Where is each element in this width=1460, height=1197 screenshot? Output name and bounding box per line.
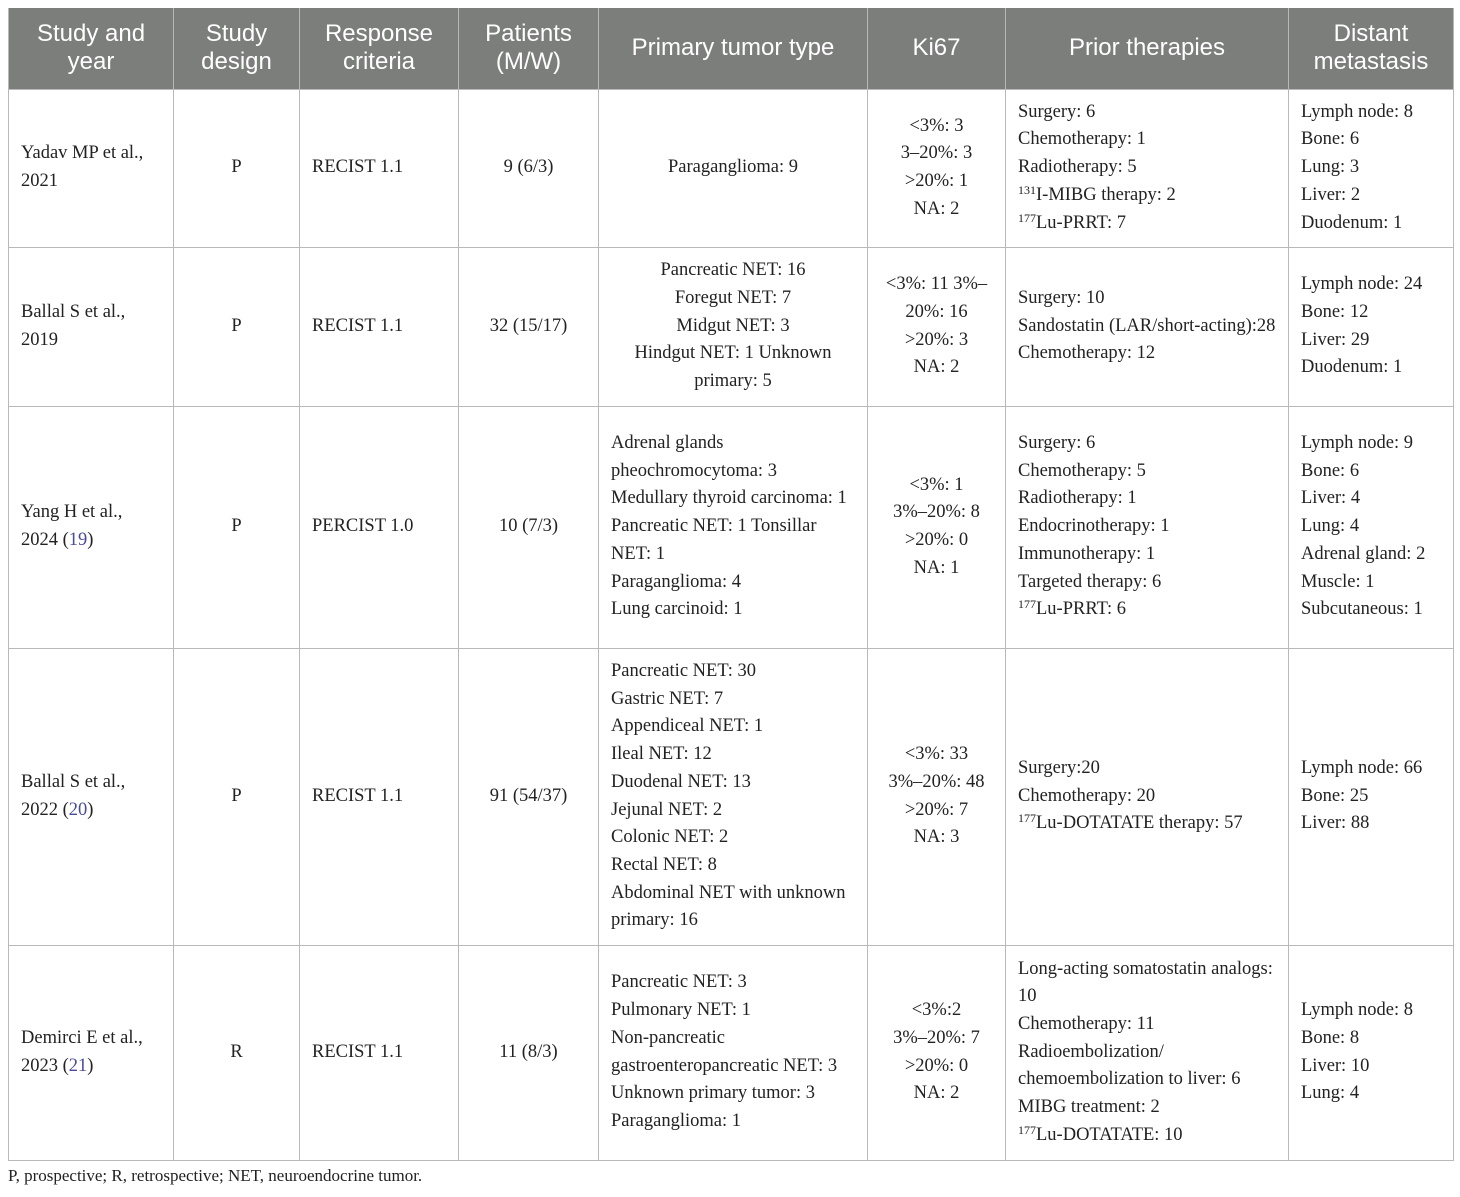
- patients-cell: 10 (7/3): [459, 406, 599, 648]
- metastasis-entry: Lung: 4: [1301, 516, 1360, 537]
- metastasis-entry: Lung: 3: [1301, 157, 1360, 178]
- metastasis-entry: Lymph node: 24: [1301, 274, 1423, 295]
- therapies-cell: [1006, 89, 1289, 247]
- metastasis-cell: [1289, 648, 1454, 945]
- metastasis-entry: Lymph node: 8: [1301, 101, 1414, 122]
- header-metastasis: Distant metastasis: [1289, 8, 1454, 89]
- therapy-entry: [1018, 596, 1276, 624]
- metastasis-entry: Duodenum: 1: [1301, 357, 1403, 378]
- patients-cell: 32 (15/17): [459, 247, 599, 406]
- therapy-text: Chemotherapy: 20: [1018, 785, 1156, 806]
- therapy-entry: [1018, 430, 1276, 458]
- tumor-entry: Pancreatic NET: 16: [660, 260, 806, 281]
- tumor-entry: Lung carcinoid: 1: [611, 599, 743, 620]
- study-name: Ballal S et al., 2019: [21, 301, 126, 350]
- ki67-cell: [868, 648, 1006, 945]
- patients-cell: 91 (54/37): [459, 648, 599, 945]
- therapy-entry: [1018, 285, 1276, 313]
- tumor-cell: [599, 945, 868, 1160]
- study-name: Demirci E et al., 2023: [21, 1027, 143, 1076]
- therapy-entry: [1018, 755, 1276, 783]
- header-ki67: Ki67: [868, 8, 1006, 89]
- isotope-superscript: 177: [1018, 597, 1036, 612]
- isotope-superscript: 131: [1018, 182, 1036, 197]
- therapy-text: Surgery: 6: [1018, 433, 1096, 454]
- ki67-entry: >20%: 1: [904, 171, 969, 191]
- therapy-text: Long-acting somatostatin analogs: 10: [1018, 958, 1273, 1007]
- tumor-entry: Foregut NET: 7: [674, 287, 792, 308]
- metastasis-entry: Lymph node: 66: [1301, 757, 1423, 778]
- therapies-cell: [1006, 247, 1289, 406]
- header-patients: Patients (M/W): [459, 8, 599, 89]
- therapy-text: I-MIBG therapy: 2: [1036, 184, 1176, 205]
- metastasis-entry: Liver: 10: [1301, 1055, 1370, 1076]
- metastasis-entry: Adrenal gland: 2: [1301, 543, 1426, 564]
- study-cell: [9, 89, 174, 247]
- isotope-superscript: 177: [1018, 1122, 1036, 1137]
- header-row: [9, 8, 1454, 89]
- criteria-cell: RECIST 1.1: [300, 648, 459, 945]
- therapy-entry: [1018, 956, 1276, 1011]
- metastasis-entry: Liver: 29: [1301, 329, 1370, 350]
- metastasis-entry: Duodenum: 1: [1301, 212, 1403, 233]
- header-tumor: Primary tumor type: [599, 8, 868, 89]
- tumor-entry: Pulmonary NET: 1: [611, 1000, 751, 1021]
- table-row: [9, 406, 1454, 648]
- therapy-entry: [1018, 99, 1276, 127]
- design-cell: P: [174, 648, 300, 945]
- tumor-entry: Paraganglioma: 9: [668, 157, 798, 178]
- therapy-text: Immunotherapy: 1: [1018, 543, 1156, 564]
- design-cell: P: [174, 247, 300, 406]
- metastasis-cell: [1289, 945, 1454, 1160]
- therapy-text: MIBG treatment: 2: [1018, 1097, 1160, 1118]
- therapy-text: Chemotherapy: 12: [1018, 343, 1156, 364]
- ki67-entry: 3–20%: 3: [900, 143, 973, 164]
- table-container: [8, 8, 1453, 1161]
- metastasis-cell: [1289, 89, 1454, 247]
- therapy-text: Surgery: 10: [1018, 287, 1105, 308]
- metastasis-entry: Muscle: 1: [1301, 571, 1375, 592]
- therapy-entry: [1018, 182, 1276, 210]
- tumor-entry: Duodenal NET: 13: [611, 771, 751, 792]
- ki67-entry: >20%: 0: [904, 1055, 969, 1076]
- therapy-entry: [1018, 458, 1276, 486]
- study-cell: Yang H et al., 2024 (19): [9, 406, 174, 648]
- metastasis-entry: Liver: 2: [1301, 184, 1361, 205]
- design-cell: R: [174, 945, 300, 1160]
- therapy-text: Chemotherapy: 5: [1018, 460, 1146, 481]
- therapy-text: Chemotherapy: 1: [1018, 129, 1146, 150]
- therapy-entry: [1018, 1039, 1276, 1094]
- therapy-entry: [1018, 569, 1276, 597]
- therapy-text: Lu-DOTATATE therapy: 57: [1036, 813, 1243, 834]
- header-criteria: Response criteria: [300, 8, 459, 89]
- criteria-cell: RECIST 1.1: [300, 89, 459, 247]
- table-footnote: P, prospective; R, retrospective; NET, neuroendocrine tumor.: [8, 1166, 423, 1185]
- ki67-cell: [868, 945, 1006, 1160]
- patients-cell: 11 (8/3): [459, 945, 599, 1160]
- metastasis-entry: Bone: 25: [1301, 785, 1369, 806]
- metastasis-entry: Bone: 6: [1301, 129, 1360, 150]
- criteria-cell: PERCIST 1.0: [300, 406, 459, 648]
- therapy-entry: [1018, 1094, 1276, 1122]
- therapy-entry: [1018, 313, 1276, 341]
- metastasis-entry: Bone: 6: [1301, 460, 1360, 481]
- ki67-entry: <3%: 1: [909, 474, 964, 495]
- design-cell: P: [174, 89, 300, 247]
- therapy-text: Lu-DOTATATE: 10: [1036, 1124, 1183, 1145]
- therapy-text: Lu-PRRT: 6: [1036, 599, 1126, 620]
- reference-link[interactable]: 20: [68, 799, 88, 820]
- ki67-cell: [868, 247, 1006, 406]
- metastasis-entry: Bone: 12: [1301, 301, 1369, 322]
- study-cell: Ballal S et al., 2022 (20): [9, 648, 174, 945]
- therapy-entry: [1018, 485, 1276, 513]
- metastasis-entry: Liver: 4: [1301, 488, 1361, 509]
- tumor-entry: Medullary thyroid carcinoma: 1: [611, 488, 847, 509]
- therapy-text: Radiotherapy: 5: [1018, 157, 1137, 178]
- ki67-cell: [868, 406, 1006, 648]
- tumor-cell: [599, 247, 868, 406]
- tumor-entry: Non-pancreatic gastroenteropancreatic NET: 3: [611, 1027, 838, 1076]
- tumor-entry: Ileal NET: 12: [611, 744, 712, 765]
- tumor-entry: Colonic NET: 2: [611, 827, 729, 848]
- therapy-text: Surgery:20: [1018, 757, 1100, 778]
- study-name: Yang H et al., 2024: [21, 502, 123, 550]
- ki67-entry: NA: 3: [913, 827, 960, 848]
- table-row: [9, 247, 1454, 406]
- ki67-entry: <3%: 3: [909, 115, 964, 136]
- studies-table: [8, 8, 1454, 1161]
- tumor-entry: Paraganglioma: 1: [611, 1110, 741, 1131]
- tumor-entry: Midgut NET: 3: [676, 315, 790, 336]
- ki67-entry: >20%: 0: [904, 530, 969, 550]
- therapy-entry: [1018, 810, 1276, 838]
- tumor-cell: [599, 89, 868, 247]
- tumor-entry: Abdominal NET with unknown primary: 16: [611, 882, 846, 931]
- tumor-entry: Rectal NET: 8: [611, 854, 717, 875]
- study-cell: [9, 247, 174, 406]
- ki67-entry: >20%: 7: [904, 799, 969, 820]
- ki67-entry: NA: 2: [913, 1083, 960, 1104]
- study-name: Ballal S et al., 2022: [21, 771, 126, 820]
- header-design: Study design: [174, 8, 300, 89]
- therapy-text: Chemotherapy: 11: [1018, 1013, 1155, 1034]
- tumor-entry: Appendiceal NET: 1: [611, 716, 764, 737]
- therapy-text: Endocrinotherapy: 1: [1018, 516, 1170, 537]
- metastasis-entry: Lymph node: 9: [1301, 433, 1414, 454]
- study-cell: Demirci E et al., 2023 (21): [9, 945, 174, 1160]
- ki67-entry: 3%–20%: 48: [888, 771, 985, 792]
- therapy-entry: [1018, 1122, 1276, 1150]
- reference-link[interactable]: 19: [68, 530, 88, 550]
- reference-link[interactable]: 21: [68, 1055, 88, 1076]
- metastasis-cell: [1289, 406, 1454, 648]
- ki67-entry: >20%: 3: [904, 329, 969, 350]
- header-therapies: Prior therapies: [1006, 8, 1289, 89]
- tumor-entry: Paraganglioma: 4: [611, 571, 741, 592]
- tumor-entry: Pancreatic NET: 30: [611, 660, 756, 681]
- header-study: Study and year: [9, 8, 174, 89]
- tumor-entry: Hindgut NET: 1 Unknown primary: 5: [634, 343, 832, 392]
- ki67-entry: <3%: 33: [904, 744, 969, 765]
- therapies-cell: [1006, 406, 1289, 648]
- metastasis-cell: [1289, 247, 1454, 406]
- therapy-text: Sandostatin (LAR/short-acting):28: [1018, 315, 1276, 336]
- therapy-entry: [1018, 1011, 1276, 1039]
- tumor-entry: Gastric NET: 7: [611, 688, 724, 709]
- therapy-entry: [1018, 541, 1276, 569]
- study-name: Yadav MP et al., 2021: [21, 143, 144, 191]
- tumor-entry: Jejunal NET: 2: [611, 799, 723, 820]
- therapy-text: Radiotherapy: 1: [1018, 488, 1137, 509]
- tumor-entry: Pancreatic NET: 1 Tonsillar NET: 1: [611, 516, 817, 564]
- therapy-entry: [1018, 783, 1276, 811]
- table-row: [9, 648, 1454, 945]
- therapy-text: Surgery: 6: [1018, 101, 1096, 122]
- tumor-entry: Pancreatic NET: 3: [611, 972, 747, 993]
- therapy-text: Targeted therapy: 6: [1018, 571, 1162, 592]
- therapy-entry: [1018, 126, 1276, 154]
- therapy-entry: [1018, 154, 1276, 182]
- therapy-text: Lu-PRRT: 7: [1036, 212, 1126, 233]
- tumor-cell: [599, 648, 868, 945]
- tumor-entry: Adrenal glands pheochromocytoma: 3: [611, 433, 777, 481]
- therapy-entry: [1018, 210, 1276, 238]
- metastasis-entry: Bone: 8: [1301, 1027, 1360, 1048]
- therapy-entry: [1018, 513, 1276, 541]
- metastasis-entry: Subcutaneous: 1: [1301, 599, 1423, 620]
- metastasis-entry: Lymph node: 8: [1301, 1000, 1414, 1021]
- ki67-cell: [868, 89, 1006, 247]
- tumor-cell: [599, 406, 868, 648]
- ki67-entry: 3%–20%: 7: [893, 1027, 980, 1048]
- therapy-entry: [1018, 340, 1276, 368]
- ki67-entry: <3%: 11 3%–20%: 16: [885, 274, 988, 322]
- ki67-entry: NA: 1: [913, 557, 960, 578]
- therapies-cell: [1006, 945, 1289, 1160]
- patients-cell: 9 (6/3): [459, 89, 599, 247]
- ki67-entry: NA: 2: [913, 357, 960, 378]
- isotope-superscript: 177: [1018, 811, 1036, 826]
- tumor-entry: Unknown primary tumor: 3: [611, 1083, 815, 1104]
- ki67-entry: NA: 2: [913, 198, 960, 219]
- table-row: [9, 945, 1454, 1160]
- table-row: [9, 89, 1454, 247]
- metastasis-entry: Lung: 4: [1301, 1083, 1360, 1104]
- therapies-cell: [1006, 648, 1289, 945]
- metastasis-entry: Liver: 88: [1301, 813, 1370, 834]
- ki67-entry: <3%:2: [911, 1000, 962, 1021]
- therapy-text: Radioembolization/ chemoembolization to liver: 6: [1018, 1041, 1241, 1090]
- design-cell: P: [174, 406, 300, 648]
- table-body: [9, 89, 1454, 1160]
- ki67-entry: 3%–20%: 8: [893, 502, 980, 523]
- criteria-cell: RECIST 1.1: [300, 945, 459, 1160]
- isotope-superscript: 177: [1018, 210, 1036, 225]
- criteria-cell: RECIST 1.1: [300, 247, 459, 406]
